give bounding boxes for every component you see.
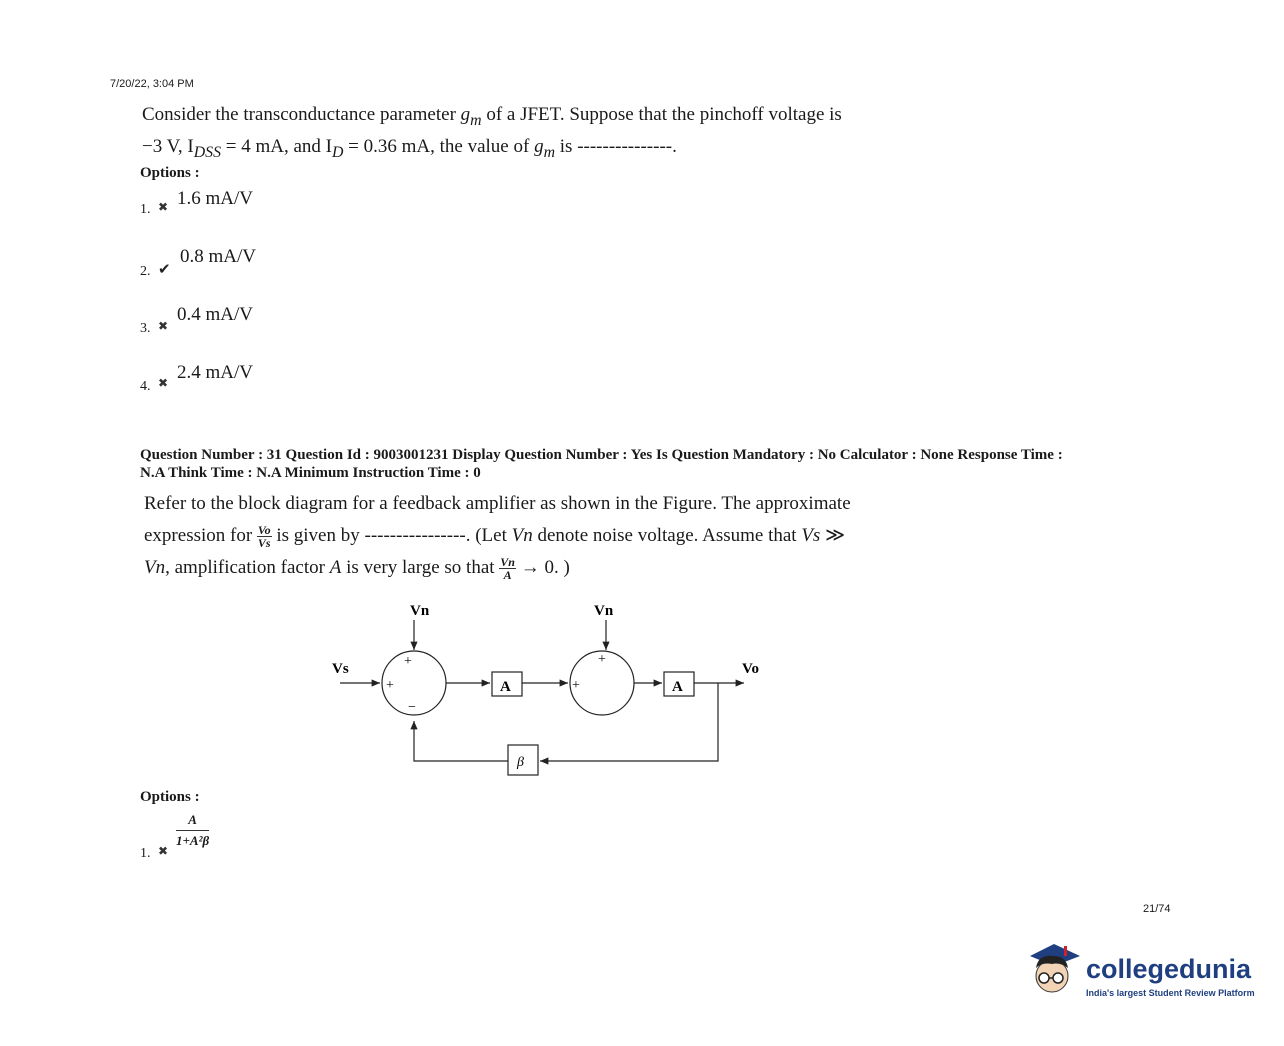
cross-icon: ✖ [158,844,169,858]
fraction-numerator: A [176,812,209,831]
block-diagram [320,595,780,785]
option-fraction [176,812,209,849]
meta-line-1: Question Number : 31 Question Id : 9003001231 Display Question Number : Yes Is Question Mandatory : No Calculator : None Response Time : [140,447,1063,463]
q2-line3-d: → 0. ) [515,557,570,578]
amplifier-2-label: A [672,679,683,695]
id-subscript: D [331,143,344,161]
idss-subscript: DSS [193,143,221,161]
question-meta [140,446,1180,482]
options-label: Options : [140,165,200,181]
q2-line2-c: denote noise voltage. Assume that [532,525,802,546]
cross-icon: ✖ [158,376,169,390]
mascot-logo-icon [1024,938,1084,998]
vn1-label: Vn [410,603,430,619]
q1-line2-a: −3 V, I [142,135,194,157]
question-2-text [144,488,954,584]
option-number: 4. [140,379,151,394]
q2-line2-d: ≫ [820,525,845,546]
plus-sign: + [386,678,394,693]
logo-tagline: India's largest Student Review Platform [1086,988,1255,998]
gm-symbol: g [460,104,471,125]
options-label-2: Options : [140,789,200,805]
beta-label: β [517,755,524,770]
gm-subscript-2: m [543,143,556,161]
q1-line2-d: is ---------------. [555,135,677,157]
meta-line-2: N.A Think Time : N.A Minimum Instruction Time : 0 [140,465,481,481]
cross-icon: ✖ [158,319,169,333]
frac-den: A [503,568,512,583]
vn-symbol-2: Vn [144,557,166,578]
minus-sign: − [408,700,416,715]
logo-wordmark: collegedunia [1086,954,1252,984]
timestamp: 7/20/22, 3:04 PM [110,78,194,90]
option-number: 2. [140,264,151,279]
frac-num: Vn [500,555,515,570]
page-number: 21/74 [1143,903,1171,915]
question-text [142,102,972,166]
q1-line2-c: = 0.36 mA, the value of [343,135,535,157]
q1-line2-b: = 4 mA, and I [221,135,332,157]
plus-sign: + [598,652,606,667]
option-number: 3. [140,321,151,336]
frac-den: Vs [257,536,271,551]
gm-subscript: m [470,111,482,129]
plus-sign: + [404,654,412,669]
fraction-denominator: 1+A²β [176,833,210,848]
q2-line3 [144,552,954,584]
vn-over-a [499,556,516,581]
vo-label: Vo [742,661,759,677]
q2-line1: Refer to the block diagram for a feedback amplifier as shown in the Figure. The approximate [144,493,851,514]
q2-line3-b: , amplification factor [165,557,330,578]
frac-num: Vo [257,523,271,538]
q2-line2-a: expression for [144,525,257,546]
option-value: 1.6 mA/V [177,188,253,209]
option-number: 1. [140,846,151,861]
gm-symbol-2: g [534,135,544,157]
vo-over-vs [257,524,272,549]
option-value: 0.8 mA/V [180,246,256,267]
q2-line2-b: is given by ----------------. (Let [271,525,512,546]
a-symbol: A [329,557,342,578]
cross-icon: ✖ [158,200,169,214]
option-value: 2.4 mA/V [177,362,253,383]
q2-line3-c: is very large so that [341,557,500,578]
vn-symbol: Vn [511,525,533,546]
q1-line1-b: of a JFET. Suppose that the pinchoff voltage is [481,104,842,125]
q2-line2 [144,520,954,552]
check-icon: ✔ [158,262,171,278]
q1-line1-a: Consider the transconductance parameter [142,104,461,125]
vs-symbol: Vs [801,525,821,546]
amplifier-1-label: A [500,679,511,695]
option-number: 1. [140,202,151,217]
option-value: 0.4 mA/V [177,304,253,325]
vn2-label: Vn [594,603,614,619]
vs-label: Vs [332,661,349,677]
plus-sign: + [572,678,580,693]
